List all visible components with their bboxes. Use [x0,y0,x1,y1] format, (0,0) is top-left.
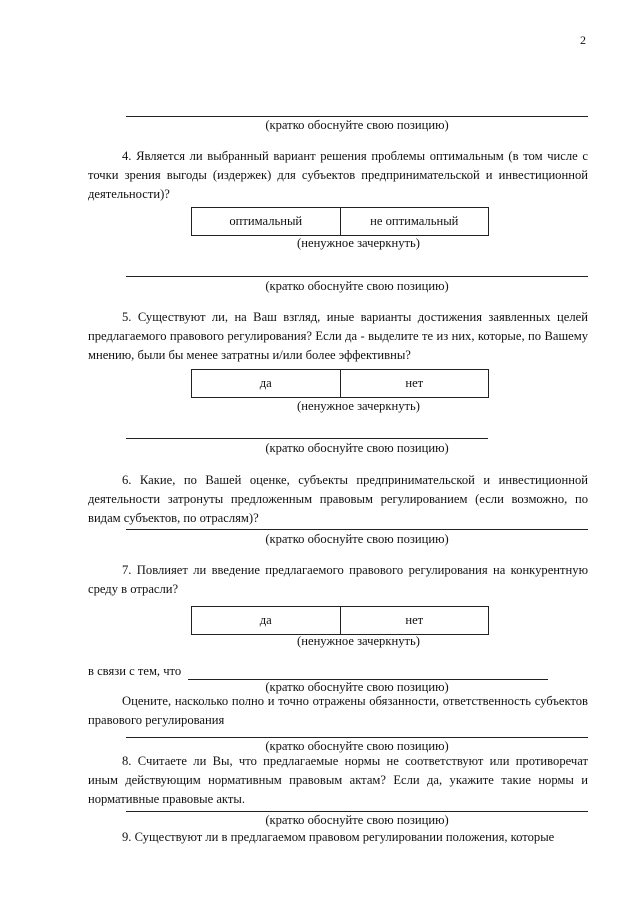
position-hint: (кратко обоснуйте свою позицию) [265,279,449,293]
position-hint: (кратко обоснуйте свою позицию) [265,441,449,455]
q5-choice-table [191,369,489,398]
answer-line[interactable] [126,116,588,117]
q7-reason-prefix: в связи с тем, что [88,664,182,678]
q5-option-yes[interactable]: да [259,376,272,390]
question-4 [88,147,588,204]
question-8 [88,752,588,809]
question-6-text: 6. Какие, по Вашей оценке, субъекты предпринимательской и инвестиционной деятельности затронуты предложенным правовым регулированием (если возможно, по видам субъектов, по отраслям)? [88,473,588,525]
answer-line[interactable] [126,438,488,439]
q7-option-yes[interactable]: да [259,613,272,627]
page-number: 2 [580,33,586,47]
question-7-text: 7. Повлияет ли введение предлагаемого правового регулирования на конкурентную среду в отрасли? [88,563,588,596]
q4-option-not-optimal[interactable]: не оптимальный [340,208,489,235]
position-hint: (кратко обоснуйте свою позицию) [265,739,449,753]
q5-option-no[interactable]: нет [340,370,489,397]
answer-line[interactable] [126,811,588,812]
strike-hint: (ненужное зачеркнуть) [297,399,420,413]
position-hint: (кратко обоснуйте свою позицию) [265,532,449,546]
position-hint: (кратко обоснуйте свою позицию) [265,118,449,132]
answer-line[interactable] [126,276,588,277]
question-4-text: 4. Является ли выбранный вариант решения проблемы оптимальным (в том числе с точки зрения выгоды (издержек) для субъектов предпринимательской и инвестиционной деятельности)? [88,149,588,201]
strike-hint: (ненужное зачеркнуть) [297,634,420,648]
q4-option-optimal[interactable]: оптимальный [229,214,303,228]
answer-line[interactable] [126,529,588,530]
position-hint: (кратко обоснуйте свою позицию) [265,680,449,694]
question-5 [88,308,588,365]
question-8-text: 8. Считаете ли Вы, что предлагаемые нормы не соответствуют или противоречат иным действующим нормативным правовым актам? Если да, укажите такие нормы и нормативные правовые акты. [88,754,588,806]
q7-option-no[interactable]: нет [340,607,489,634]
position-hint: (кратко обоснуйте свою позицию) [265,813,449,827]
assessment-text: Оцените, насколько полно и точно отражены обязанности, ответственность субъектов правового регулирования [88,694,588,727]
q4-choice-table [191,207,489,236]
question-7 [88,561,588,599]
assessment-question [88,692,588,730]
strike-hint: (ненужное зачеркнуть) [297,236,420,250]
question-9-text: 9. Существуют ли в предлагаемом правовом регулировании положения, которые [122,830,555,844]
q7-choice-table [191,606,489,635]
question-6 [88,471,588,528]
answer-line[interactable] [126,737,588,738]
question-5-text: 5. Существуют ли, на Ваш взгляд, иные варианты достижения заявленных целей предлагаемого правового регулирования? Если да - выделите те из них, которые, по Вашему мнению, были бы менее затратны и/или более эффективны? [88,310,588,362]
question-9 [88,828,588,847]
